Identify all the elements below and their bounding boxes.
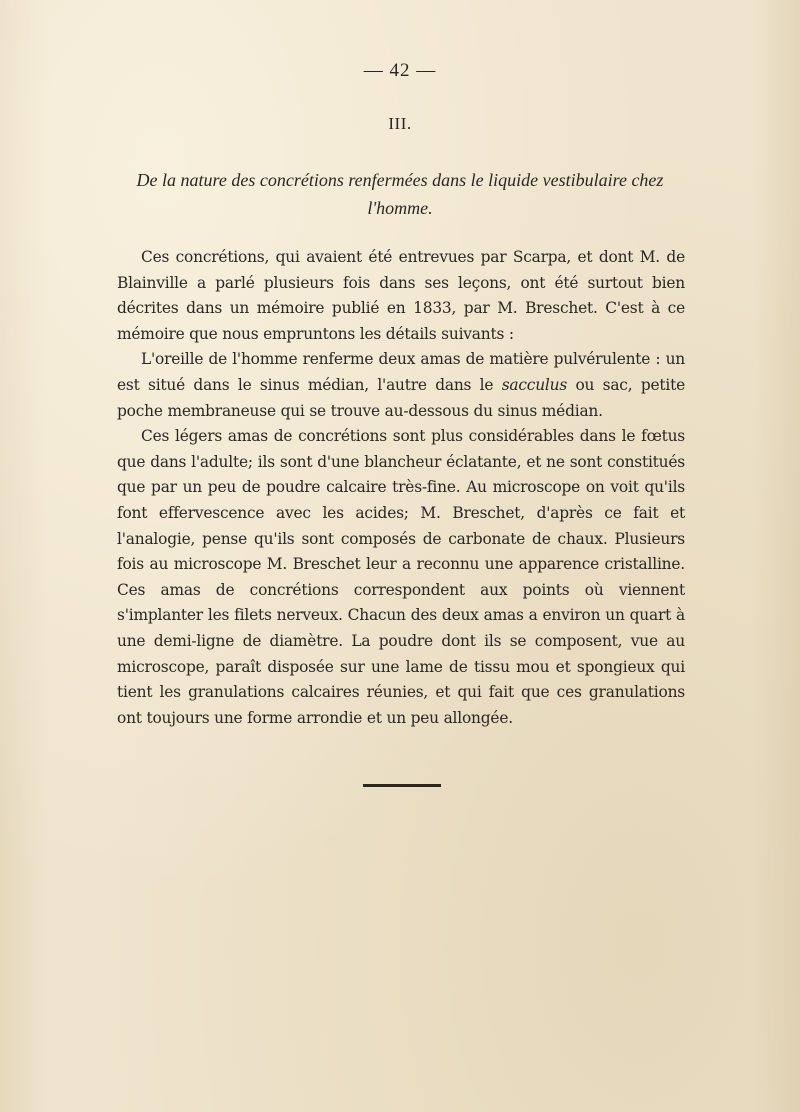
section-numeral: III. [388, 114, 412, 133]
end-rule [363, 784, 441, 787]
section-title-line-2: l'homme. [367, 198, 433, 218]
section-title [115, 166, 685, 222]
paragraph-1: Ces concrétions, qui avaient été entrevues par Scarpa, et dont M. de Blainville a parlé plusieurs fois dans ses leçons, ont été surtout bien décrites dans un mémoire publié en 1833, par M. Breschet. C'est à ce mémoire que nous empruntons les détails suivants : [117, 248, 685, 343]
body-text [117, 245, 685, 731]
paragraph-2-text-end: ou sac, petite poche membraneuse qui se trouve au-dessous du sinus médian. [117, 375, 685, 420]
section-title-line-1: De la nature des concrétions renfermées dans le liquide vestibulaire chez [136, 170, 664, 190]
paragraph-2-italic-term: sacculus [501, 375, 568, 394]
paragraph-2-text-start: L'oreille de l'homme renferme deux amas de matière pulvérulente : un est situé dans le sinus médian, l'autre dans le [117, 350, 685, 394]
paragraph-2 [117, 347, 685, 424]
paragraph-3: Ces légers amas de concrétions sont plus considérables dans le fœtus que dans l'adulte; ils sont d'une blancheur éclatante, et ne sont constitués que par un peu de poudre calcaire très-fine. Au microscope on voit qu'ils font effervescence avec les acides; M. Breschet, d'après ce fait et l'analogie, pense qu'ils sont composés de carbonate de chaux. Plusieurs fois au microscope M. Breschet leur a reconnu une apparence cristalline. Ces amas de concrétions correspondent aux points où viennent s'implanter les filets nerveux. Chacun des deux amas a environ un quart à une demi-ligne de diamètre. La poudre dont ils se composent, vue au microscope, paraît disposée sur une lame de tissu mou et spongieux qui tient les granulations calcaires réunies, et qui fait que ces granulations ont toujours une forme arrondie et un peu allongée. [117, 427, 685, 727]
page-number: — 42 — [363, 60, 437, 81]
